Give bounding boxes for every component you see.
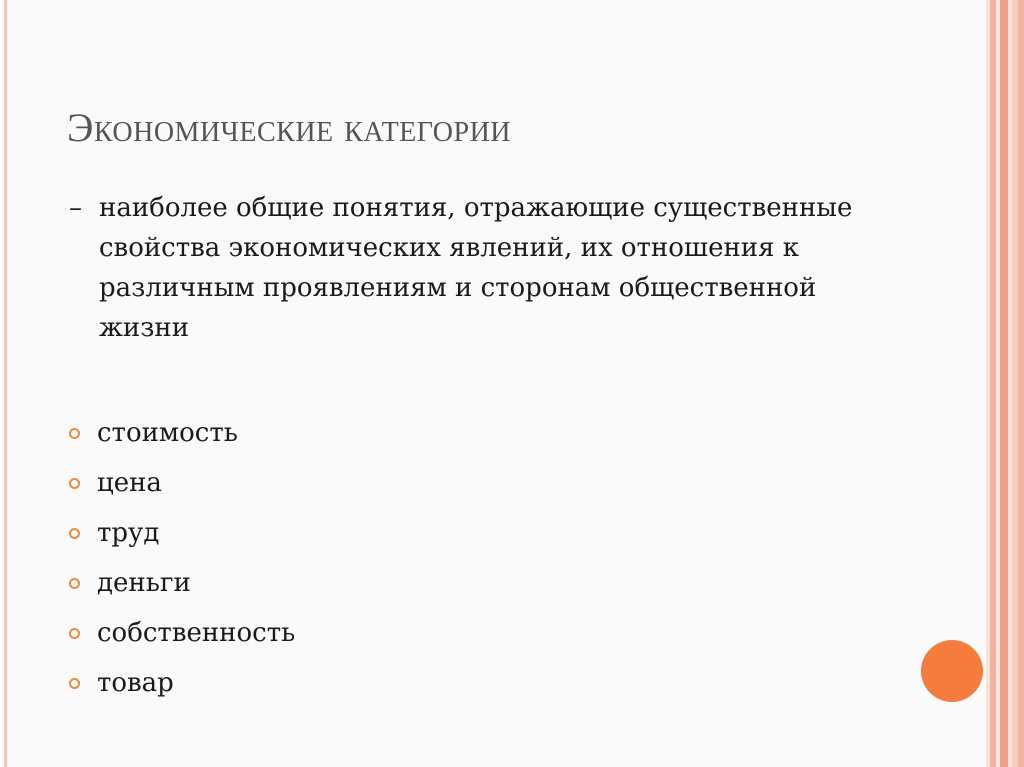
list-item xyxy=(69,408,295,458)
list-item-label: собственность xyxy=(97,618,296,648)
list-item xyxy=(69,658,295,708)
list-item-label: труд xyxy=(97,518,160,548)
stripe xyxy=(1000,0,1008,767)
list-item xyxy=(69,458,295,508)
definition-block xyxy=(69,188,889,348)
slide-title: Экономические категории xyxy=(67,105,512,150)
definition-text: наиболее общие понятия, отражающие существенные свойства экономических явлений, их отношения к различным проявлениям и сторонам общественной жизни xyxy=(99,193,853,343)
list-item xyxy=(69,608,295,658)
circle-bullet-icon xyxy=(69,678,80,689)
list-item-label: деньги xyxy=(97,568,191,598)
circle-bullet-icon xyxy=(69,428,80,439)
list-item xyxy=(69,508,295,558)
slide-background xyxy=(4,0,986,767)
circle-bullet-icon xyxy=(69,478,80,489)
definition-dash: – xyxy=(69,193,82,223)
list-item-label: цена xyxy=(97,468,162,498)
category-list xyxy=(69,408,295,708)
stripe xyxy=(1018,0,1024,767)
circle-bullet-icon xyxy=(69,628,80,639)
decorative-stripes xyxy=(986,0,1024,767)
decorative-orange-circle xyxy=(921,640,983,702)
list-item-label: стоимость xyxy=(97,418,238,448)
circle-bullet-icon xyxy=(69,578,80,589)
list-item xyxy=(69,558,295,608)
circle-bullet-icon xyxy=(69,528,80,539)
list-item-label: товар xyxy=(97,668,174,698)
